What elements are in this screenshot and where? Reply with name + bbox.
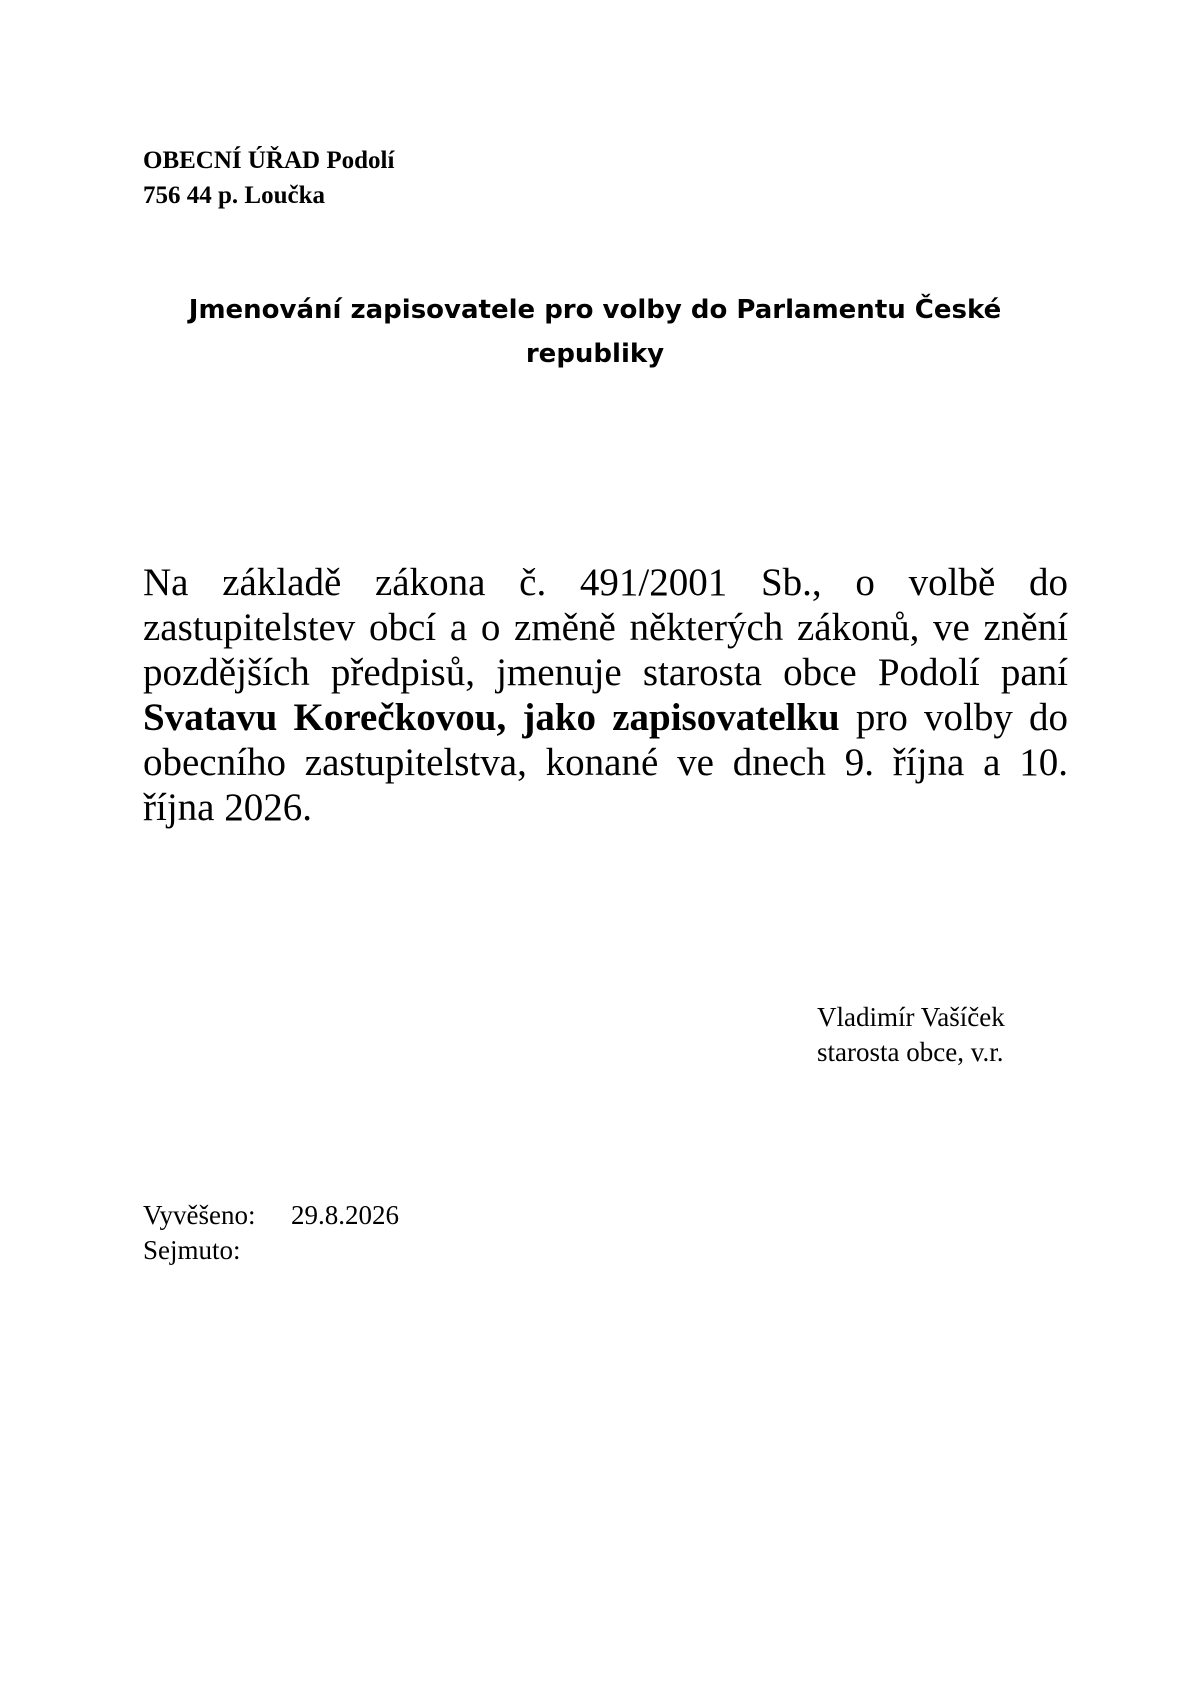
office-name: OBECNÍ ÚŘAD Podolí <box>143 147 395 174</box>
posted-label: Vyvěšeno: <box>143 1200 256 1230</box>
posting-record <box>143 1198 399 1268</box>
document-title: Jmenování zapisovatele pro volby do Parlamentu České republiky <box>188 295 1002 369</box>
body-paragraph <box>143 560 1068 830</box>
body-text-bold: Svatavu Korečkovou, jako zapisovatelku <box>143 696 840 739</box>
letterhead <box>143 143 394 213</box>
removed-row <box>143 1233 399 1268</box>
signatory-role: starosta obce, v.r. <box>817 1037 1004 1067</box>
signatory-name: Vladimír Vašíček <box>817 1002 1005 1032</box>
posted-date: 29.8.2026 <box>291 1200 399 1230</box>
signature-block <box>817 1000 1005 1070</box>
office-address: 756 44 p. Loučka <box>143 182 325 209</box>
body-text-part2: pro volby do obecního zastupitelstva, konané ve dnech 9. října a 10. října 2026. <box>143 696 1068 829</box>
body-text-part1: Na základě zákona č. 491/2001 Sb., o volbě do zastupitelstev obcí a o změně některých zákonů, ve znění pozdějších předpisů, jmenuje starosta obce Podolí paní <box>143 561 1068 694</box>
posted-row <box>143 1198 399 1233</box>
removed-label: Sejmuto: <box>143 1235 241 1265</box>
